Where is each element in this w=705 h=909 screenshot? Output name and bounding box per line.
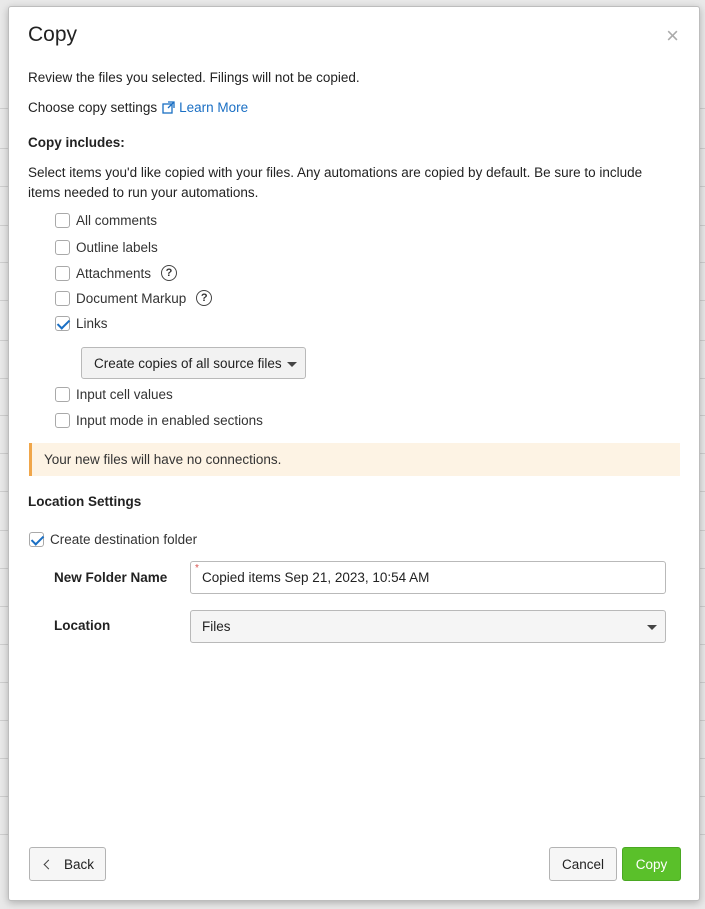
attachments-label: Attachments — [76, 265, 152, 281]
outline-labels-checkbox[interactable] — [55, 240, 70, 255]
input-mode-checkbox[interactable] — [55, 413, 70, 428]
required-asterisk: * — [195, 563, 199, 574]
links-checkbox[interactable] — [55, 316, 70, 331]
external-link-icon — [162, 101, 175, 114]
new-folder-name-label: New Folder Name — [54, 570, 168, 585]
back-label: Back — [63, 856, 94, 872]
review-text: Review the files you selected. Filings will not be copied. — [28, 70, 360, 85]
help-icon[interactable]: ? — [196, 290, 212, 306]
links-label: Links — [76, 316, 108, 331]
close-icon[interactable]: × — [666, 23, 679, 48]
new-folder-name-input[interactable] — [190, 561, 666, 594]
all-comments-checkbox[interactable] — [55, 213, 70, 228]
outline-labels-label: Outline labels — [76, 240, 158, 255]
new-folder-name-value: Copied items Sep 21, 2023, 10:54 AM — [202, 570, 430, 585]
chevron-left-icon — [44, 859, 54, 869]
copy-includes-heading: Copy includes: — [28, 135, 125, 150]
input-mode-label: Input mode in enabled sections — [76, 413, 263, 428]
copy-includes-description: Select items you'd like copied with your files. Any automations are copied by default. Be sure to include items needed to run your automations. — [28, 165, 643, 200]
dialog-title: Copy — [28, 23, 78, 46]
caret-down-icon — [287, 362, 297, 367]
caret-down-icon — [647, 625, 657, 630]
input-cell-values-label: Input cell values — [76, 387, 173, 402]
option-attachments[interactable] — [55, 265, 177, 281]
location-value: Files — [202, 619, 231, 634]
location-settings-heading: Location Settings — [28, 494, 142, 509]
back-button[interactable] — [29, 847, 106, 881]
create-folder-label: Create destination folder — [50, 532, 198, 547]
learn-more-link[interactable] — [162, 100, 248, 115]
option-input-mode[interactable] — [55, 413, 263, 428]
choose-settings-text: Choose copy settings — [28, 100, 158, 115]
create-destination-folder-option[interactable] — [29, 532, 197, 547]
notice-text: Your new files will have no connections. — [44, 452, 282, 467]
copy-dialog — [8, 6, 700, 901]
input-cell-values-checkbox[interactable] — [55, 387, 70, 402]
document-markup-label: Document Markup — [76, 290, 187, 306]
links-copy-mode-select[interactable] — [81, 347, 306, 379]
copy-button[interactable]: Copy — [622, 847, 681, 881]
document-markup-checkbox[interactable] — [55, 291, 70, 306]
help-icon[interactable]: ? — [161, 265, 177, 281]
option-input-cell-values[interactable] — [55, 387, 173, 402]
learn-more-label: Learn More — [179, 100, 249, 115]
all-comments-label: All comments — [76, 213, 158, 228]
links-copy-mode-value: Create copies of all source files — [94, 355, 282, 371]
cancel-button[interactable]: Cancel — [549, 847, 617, 881]
option-links[interactable] — [55, 316, 108, 331]
attachments-checkbox[interactable] — [55, 266, 70, 281]
copy-settings-line — [28, 100, 248, 115]
no-connections-notice — [29, 443, 680, 476]
option-outline-labels[interactable] — [55, 240, 158, 255]
option-all-comments[interactable] — [55, 213, 157, 228]
option-document-markup[interactable] — [55, 290, 212, 306]
create-folder-checkbox[interactable] — [29, 532, 44, 547]
location-select[interactable] — [190, 610, 666, 643]
location-label: Location — [54, 618, 111, 633]
